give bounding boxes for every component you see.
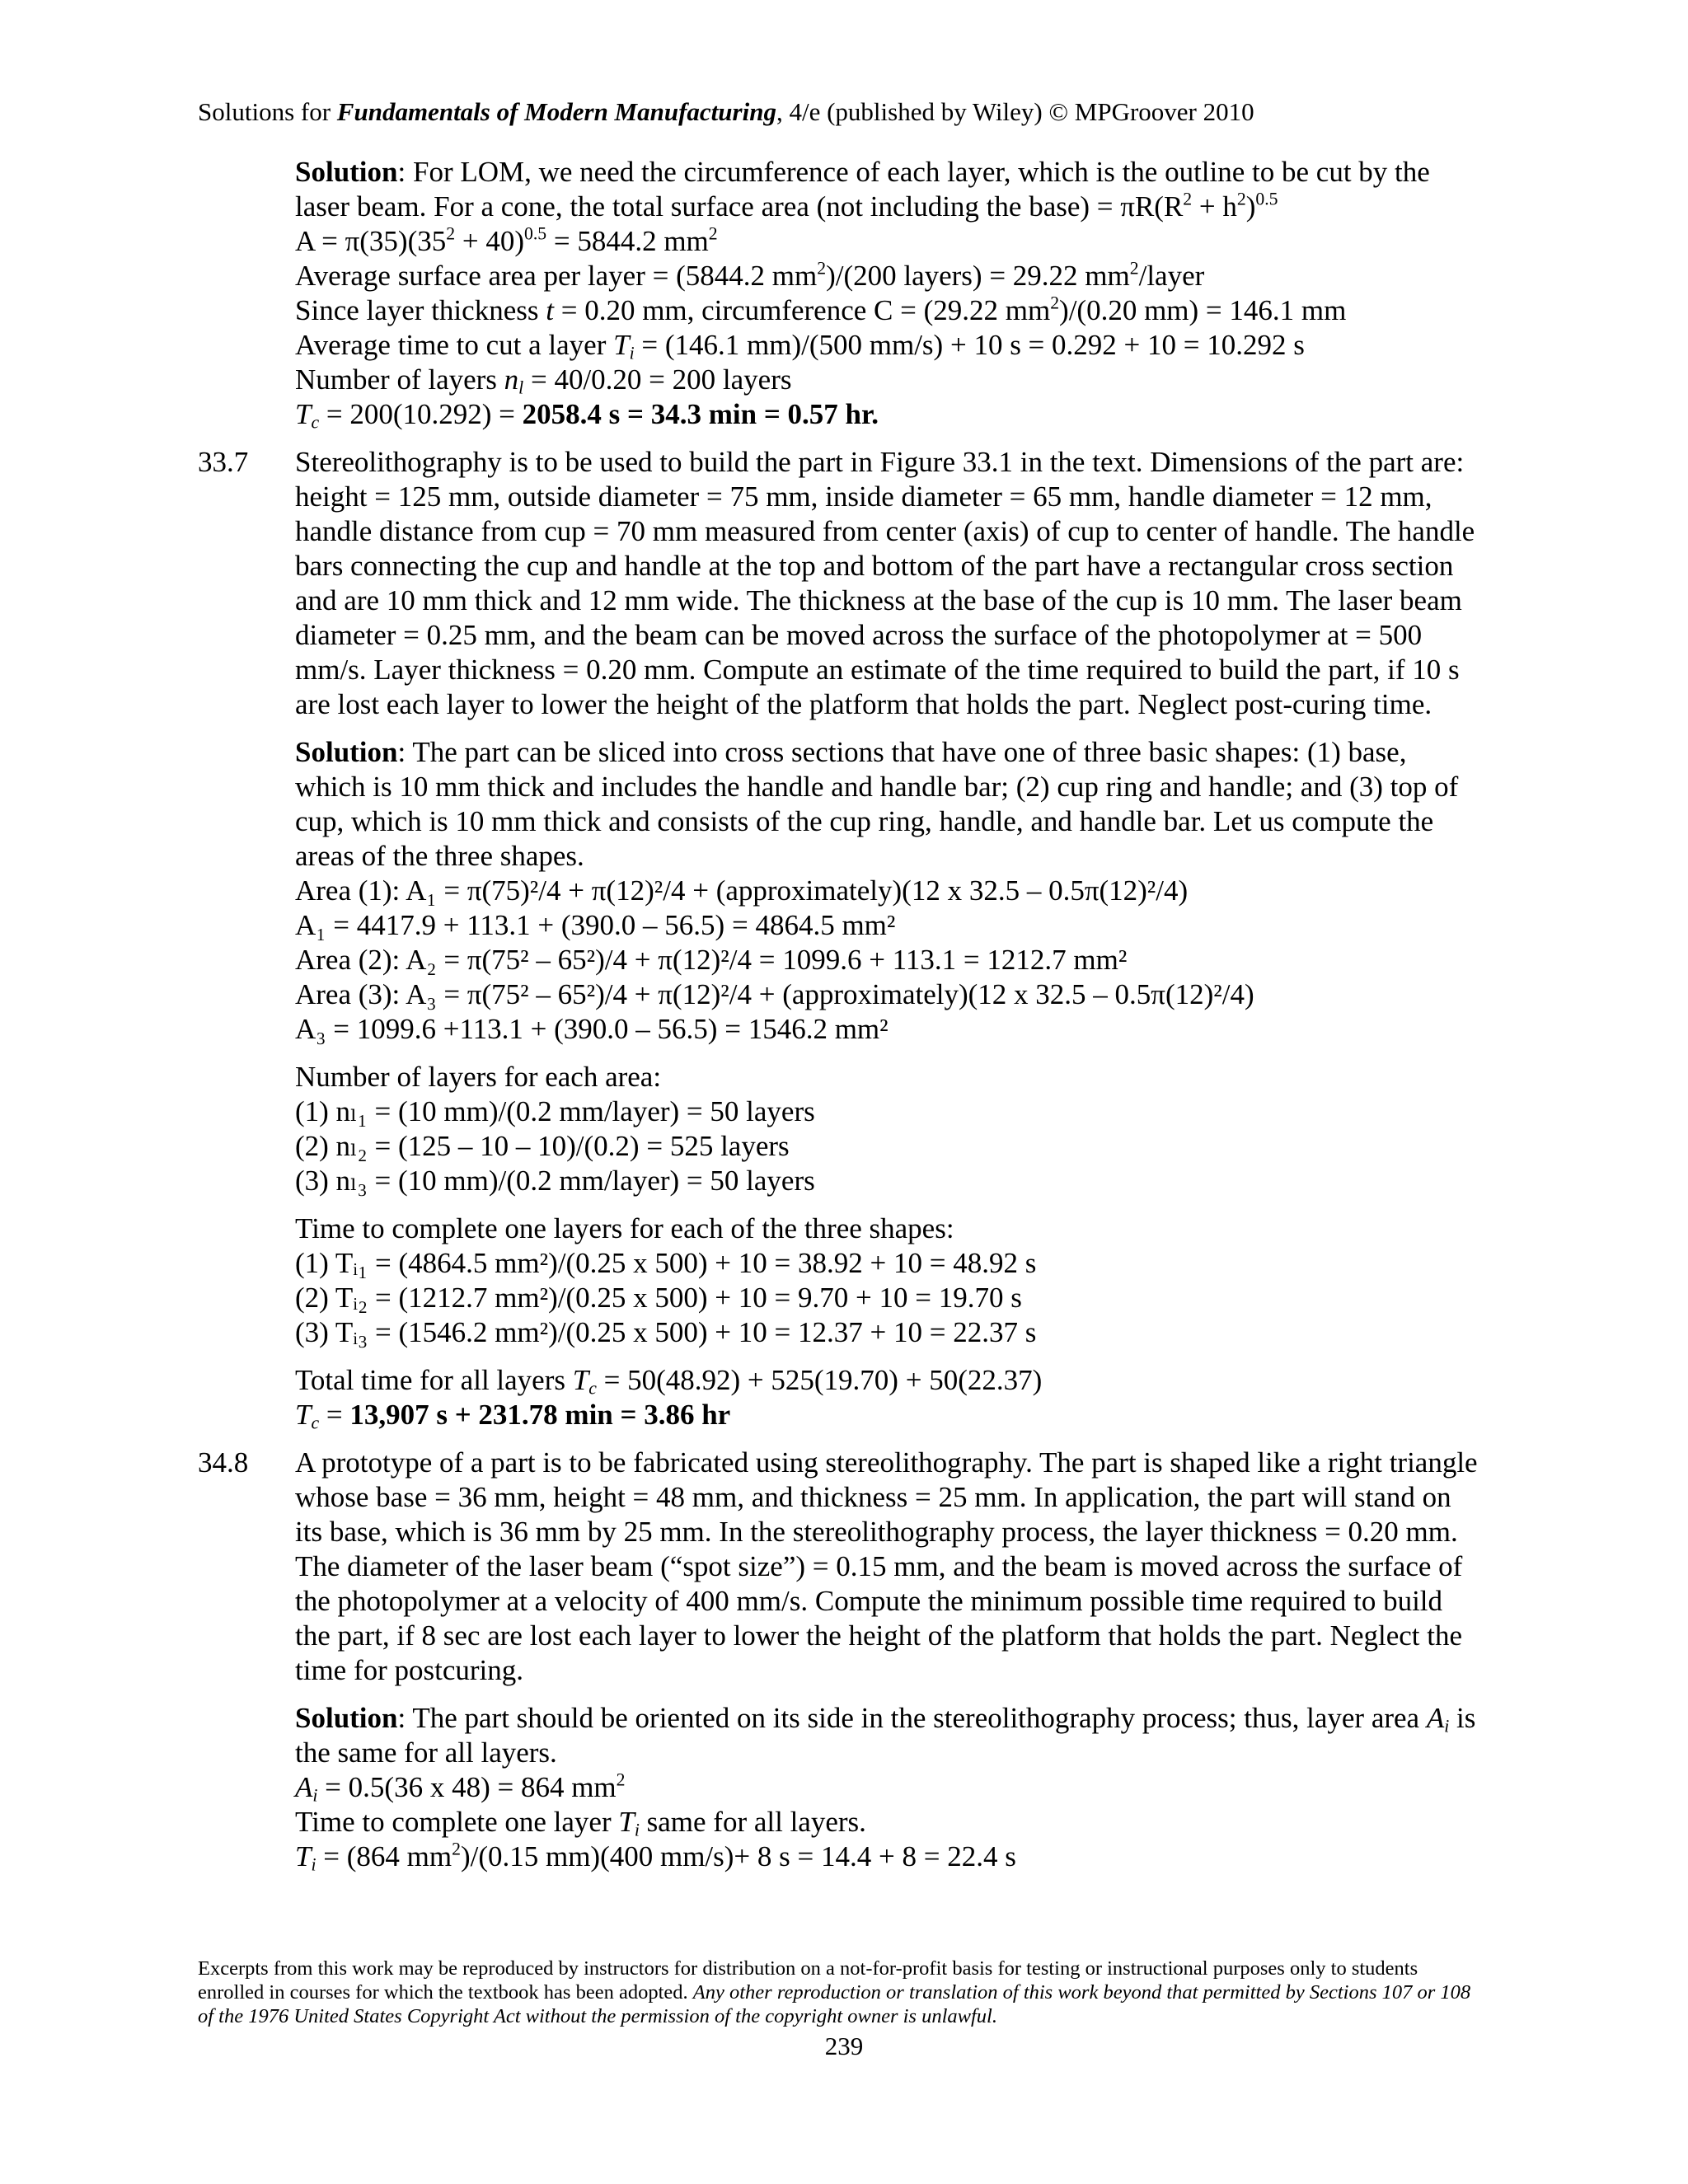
solution-label: Solution	[295, 736, 398, 768]
layer-time-line	[295, 1840, 1484, 1874]
total-time-line	[295, 1363, 1484, 1398]
solution-intro	[295, 735, 1484, 874]
formula-text: )	[1245, 190, 1256, 223]
solution-33-6	[198, 155, 1484, 432]
total-time-line	[295, 397, 1484, 432]
variable: T	[295, 1399, 312, 1431]
formula-text: = 40/0.20 = 200 layers	[523, 363, 792, 396]
solution-label: Solution	[295, 156, 398, 188]
problem-statement: A prototype of a part is to be fabricated using stereolithography. The part is shaped like a right triangle whose base = 36 mm, height = 48 mm, and thickness = 25 mm. In application, the part will stand on its base, which is 36 mm by 25 mm. In the stereolithography process, the layer thickness = 0.20 mm. The diameter of the laser beam (“spot size”) = 0.15 mm, and the beam is moved across the surface of the photopolymer at a velocity of 400 mm/s. Compute the minimum possible time required to build the part, if 8 sec are lost each layer to lower the height of the platform that holds the part. Neglect the time for postcuring.	[295, 1446, 1478, 1686]
solution-intro-text: : For LOM, we need the circumference of each layer, which is the outline to be cut by the laser beam. For a cone, the total surface area (not including the base) = πR(R	[295, 156, 1430, 223]
variable: t	[546, 294, 554, 326]
variable: T	[572, 1364, 589, 1396]
exponent: 2	[1183, 189, 1193, 209]
problem-number: 34.8	[198, 1446, 249, 1479]
time-1: (1) Tᵢ₁ = (4864.5 mm²)/(0.25 x 500) + 10 = 38.92 + 10 = 48.92 s	[295, 1247, 1037, 1279]
subscript: i	[1444, 1716, 1450, 1736]
layers-1: (1) nₗ₁ = (10 mm)/(0.2 mm/layer) = 50 layers	[295, 1095, 815, 1127]
layer-time-heading	[295, 1805, 1484, 1840]
solution-text: : The part can be sliced into cross sections that have one of three basic shapes: (1) base, which is 10 mm thick and includes the handle and handle bar; (2) cup ring and handle; and (3) top of cup, which is 10 mm thick and consists of the cup ring, handle, and handle bar. Let us compute the areas of the three shapes.	[295, 736, 1459, 872]
formula-text: A = π(35)(35	[295, 225, 447, 257]
average-area-line	[295, 259, 1484, 293]
exponent: 2	[1236, 189, 1246, 209]
formula-text: =	[319, 1399, 350, 1431]
solution-text: : The part should be oriented on its side in the stereolithography process; thus, layer area	[397, 1702, 1427, 1734]
page-body	[198, 155, 1484, 1874]
layer-area-line	[295, 1770, 1484, 1805]
exponent: 2	[1129, 258, 1139, 279]
solution-label: Solution	[295, 1702, 398, 1734]
formula-text: Average surface area per layer = (5844.2 mm	[295, 260, 818, 292]
subscript: i	[629, 343, 635, 363]
problem-statement: Stereolithography is to be used to build the part in Figure 33.1 in the text. Dimensions of the part are: height = 125 mm, outside diameter = 75 mm, inside diameter = 65 mm, handle diameter = 12 mm, handle distance from cup = 70 mm measured from center (axis) of cup to center of handle. The handle bars connecting the cup and handle at the top and bottom of the part have a rectangular cross section and are 10 mm thick and 12 mm wide. The thickness at the base of the cup is 10 mm. The laser beam diameter = 0.25 mm, and the beam can be moved across the surface of the photopolymer at = 500 mm/s. Layer thickness = 0.20 mm. Compute an estimate of the time required to build the part, if 10 s are lost each layer to lower the height of the platform that holds the part. Neglect post-curing time.	[295, 446, 1475, 720]
problem-number: 33.7	[198, 446, 249, 478]
formula-text: )/(200 layers) = 29.22 mm	[826, 260, 1130, 292]
solution-intro	[295, 1701, 1484, 1770]
variable: A	[295, 1771, 313, 1803]
problem-33-7	[198, 445, 1484, 1432]
layer-count-line	[295, 363, 1484, 397]
variable: A	[1426, 1702, 1445, 1734]
layers-2: (2) nₗ₂ = (125 – 10 – 10)/(0.2) = 525 layers	[295, 1130, 790, 1162]
header-prefix: Solutions for	[198, 97, 337, 126]
formula-text: = 5844.2 mm	[546, 225, 709, 257]
time-2: (2) Tᵢ₂ = (1212.7 mm²)/(0.25 x 500) + 10 = 9.70 + 10 = 19.70 s	[295, 1282, 1022, 1314]
formula-text: Average time to cut a layer	[295, 329, 614, 361]
page-number: 239	[824, 2032, 864, 2060]
subscript: c	[311, 1413, 320, 1433]
subscript: i	[634, 1820, 640, 1840]
circumference-line	[295, 293, 1484, 328]
area-line	[295, 224, 1484, 259]
formula-text: = 50(48.92) + 525(19.70) + 50(22.37)	[596, 1364, 1043, 1396]
formula-text: Total time for all layers	[295, 1364, 573, 1396]
variable: T	[295, 1840, 312, 1872]
subscript: i	[311, 1854, 316, 1875]
exponent: 2	[817, 258, 827, 279]
footer-notice: Excerpts from this work may be reproduced by instructors for distribution on a not-for-profit basis for testing or instructional purposes only to students enrolled in courses for which the textbook has been adopted.	[198, 1957, 1418, 2004]
variable: n	[504, 363, 519, 396]
formula-text: )/(0.20 mm) = 146.1 mm	[1059, 294, 1347, 326]
layers-heading: Number of layers for each area:	[295, 1061, 662, 1093]
time-3: (3) Tᵢ₃ = (1546.2 mm²)/(0.25 x 500) + 10 = 12.37 + 10 = 22.37 s	[295, 1316, 1037, 1348]
exponent: 2	[708, 223, 718, 244]
final-answer-line	[295, 1398, 1484, 1432]
formula-text: = (864 mm	[316, 1840, 452, 1872]
footer-notice-italic: Any other reproduction or translation of this work beyond that permitted by Sections 107 or 108 of the 1976 United States Copyright Act without the permission of the copyright owner is unlawful.	[198, 1981, 1471, 2027]
average-time-line	[295, 328, 1484, 363]
exponent: 2	[616, 1769, 626, 1790]
time-heading: Time to complete one layers for each of the three shapes:	[295, 1212, 954, 1244]
exponent: 2	[446, 223, 456, 244]
layers-3: (3) nₗ₃ = (10 mm)/(0.2 mm/layer) = 50 layers	[295, 1165, 815, 1197]
copyright-footer	[198, 1957, 1484, 2028]
area-3-value: A₃ = 1099.6 +113.1 + (390.0 – 56.5) = 1546.2 mm²	[295, 1013, 889, 1045]
formula-text: = 0.5(36 x 48) = 864 mm	[317, 1771, 617, 1803]
running-header	[198, 97, 1254, 127]
exponent: 0.5	[1255, 189, 1278, 209]
exponent: 0.5	[523, 223, 547, 244]
variable: T	[613, 329, 630, 361]
area-3-equation: Area (3): A₃ = π(75² – 65²)/4 + π(12)²/4 + (approximately)(12 x 32.5 – 0.5π(12)²/4)	[295, 978, 1254, 1010]
formula-text: Number of layers	[295, 363, 504, 396]
problem-34-8	[198, 1446, 1484, 1874]
formula-text: = 0.20 mm, circumference C = (29.22 mm	[553, 294, 1051, 326]
formula-text: Since layer thickness	[295, 294, 546, 326]
solution-text: is the same for all layers.	[295, 1702, 1476, 1769]
subscript: i	[312, 1785, 318, 1806]
formula-text: )/(0.15 mm)(400 mm/s)+ 8 s = 14.4 + 8 = 22.4 s	[460, 1840, 1016, 1872]
formula-text: = (146.1 mm)/(500 mm/s) + 10 s = 0.292 + 10 = 10.292 s	[634, 329, 1305, 361]
area-1-equation: Area (1): A₁ = π(75)²/4 + π(12)²/4 + (approximately)(12 x 32.5 – 0.5π(12)²/4)	[295, 874, 1189, 907]
header-book-title: Fundamentals of Modern Manufacturing	[336, 97, 776, 126]
header-suffix: , 4/e (published by Wiley) © MPGroover 2010	[776, 97, 1254, 126]
formula-text: Time to complete one layer	[295, 1806, 619, 1838]
exponent: 2	[1050, 293, 1060, 313]
final-answer: 2058.4 s = 34.3 min = 0.57 hr.	[522, 398, 879, 430]
formula-text: /layer	[1138, 260, 1205, 292]
subscript: l	[518, 377, 524, 398]
area-1-value: A₁ = 4417.9 + 113.1 + (390.0 – 56.5) = 4864.5 mm²	[295, 909, 896, 941]
subscript: c	[588, 1378, 597, 1399]
variable: T	[295, 398, 312, 430]
final-answer: 13,907 s + 231.78 min = 3.86 hr	[349, 1399, 731, 1431]
subscript: c	[311, 412, 320, 433]
solution-intro	[295, 155, 1484, 224]
area-2-equation: Area (2): A₂ = π(75² – 65²)/4 + π(12)²/4 = 1099.6 + 113.1 = 1212.7 mm²	[295, 944, 1128, 976]
formula-text: same for all layers.	[639, 1806, 866, 1838]
exponent: 2	[452, 1839, 461, 1859]
formula-text: + 40)	[455, 225, 524, 257]
formula-text: + h	[1192, 190, 1237, 223]
formula-text: = 200(10.292) =	[319, 398, 523, 430]
variable: T	[618, 1806, 635, 1838]
